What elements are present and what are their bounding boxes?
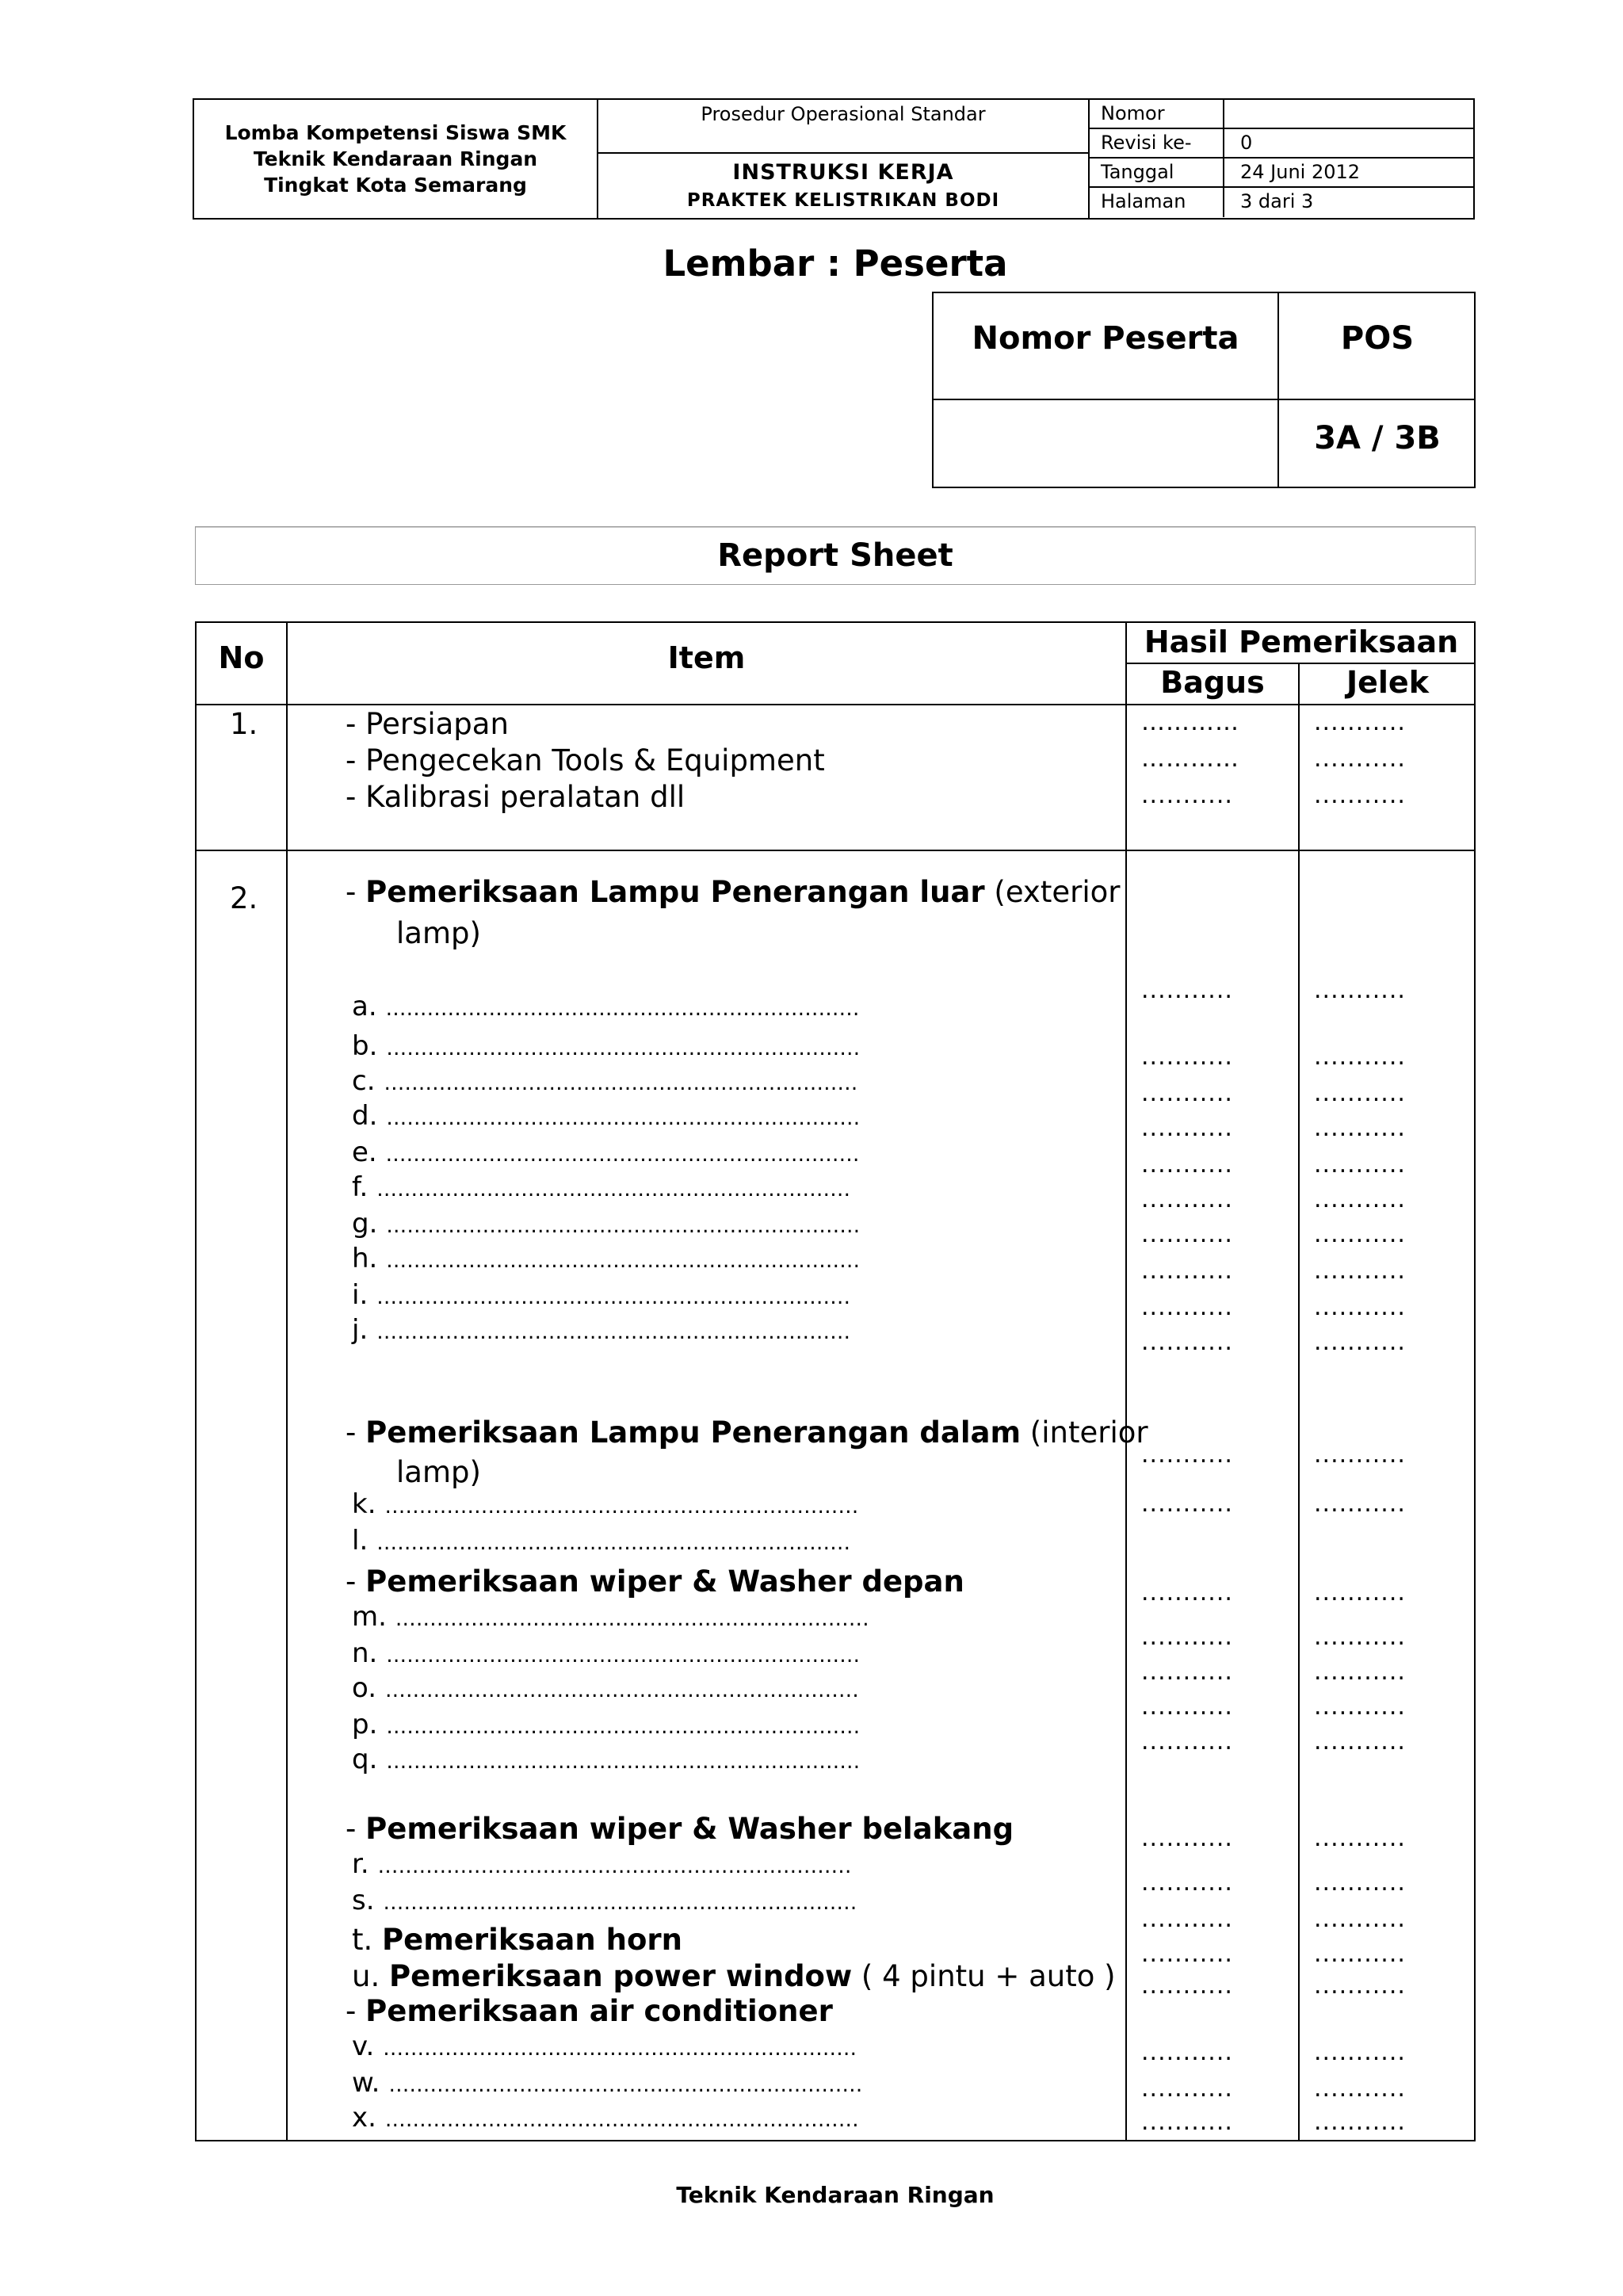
bagus-check-field[interactable]: ........... (1141, 1079, 1233, 1107)
bagus-check-field[interactable]: ........... (1141, 1623, 1233, 1651)
fill-in-dots: …………………………………………………………… (386, 1214, 861, 1238)
fill-in-line[interactable] (352, 1709, 860, 1740)
fill-in-dots: …………………………………………………………… (385, 997, 860, 1021)
bagus-check-field[interactable]: ........... (1141, 1693, 1233, 1721)
fill-in-dots: …………………………………………………………… (386, 1750, 861, 1774)
fill-in-letter: m. (352, 1601, 395, 1633)
bagus-check-field[interactable]: ………… (1141, 745, 1239, 773)
fill-in-letter: b. (352, 1030, 387, 1062)
fill-in-dots: …………………………………………………………… (376, 1286, 851, 1309)
bagus-check-field[interactable]: ........... (1141, 1186, 1233, 1213)
meta-row-tanggal (1090, 159, 1473, 188)
fill-in-dots: …………………………………………………………… (383, 1891, 857, 1915)
fill-in-line[interactable] (352, 991, 859, 1022)
doc-title: INSTRUKSI KERJA (732, 160, 954, 185)
jelek-check-field[interactable]: ........... (1314, 1869, 1406, 1897)
section-heading: - Pemeriksaan Lampu Penerangan dalam (interior (346, 1415, 1148, 1450)
fill-in-line[interactable] (352, 1885, 857, 1916)
fill-in-dots: …………………………………………………………… (386, 1249, 861, 1273)
bagus-check-field[interactable]: ........... (1141, 1940, 1233, 1968)
fill-in-letter: h. (352, 1243, 387, 1274)
meta-row-nomor (1090, 100, 1473, 129)
fill-in-line[interactable] (352, 2030, 857, 2062)
fill-in-dots: …………………………………………………………… (383, 2037, 857, 2061)
doc-subtitle: PRAKTEK KELISTRIKAN BODI (686, 190, 1000, 211)
fill-in-letter: w. (352, 2067, 389, 2099)
jelek-check-field[interactable]: ........... (1314, 1623, 1406, 1651)
jelek-check-field[interactable]: ........... (1314, 1940, 1406, 1968)
meta-key: Halaman (1090, 188, 1224, 217)
fill-in-dots: …………………………………………………………… (384, 1495, 859, 1519)
bagus-check-field[interactable]: ........... (1141, 2108, 1233, 2136)
col-jelek-header: Jelek (1346, 665, 1429, 700)
jelek-check-field[interactable]: ........... (1314, 1658, 1406, 1686)
fill-in-line[interactable] (352, 1137, 860, 1168)
fill-in-line[interactable] (352, 1208, 860, 1240)
bagus-check-field[interactable]: ........... (1141, 1658, 1233, 1686)
section-heading: - Pemeriksaan wiper & Washer depan (346, 1564, 964, 1599)
section-heading: - Pemeriksaan Lampu Penerangan luar (exterior (346, 875, 1121, 909)
jelek-check-field[interactable]: ........... (1314, 1151, 1406, 1179)
fill-in-line[interactable] (352, 1525, 850, 1557)
jelek-check-field[interactable]: ........... (1314, 781, 1406, 809)
report-sheet-title: Report Sheet (195, 526, 1476, 585)
document-meta (1090, 100, 1473, 218)
jelek-check-field[interactable]: ........... (1314, 1693, 1406, 1721)
section-heading: - Pemeriksaan air conditioner (346, 1994, 833, 2028)
fill-in-line[interactable] (352, 1314, 850, 1346)
organizer-line-3: Tingkat Kota Semarang (264, 174, 527, 197)
jelek-check-field[interactable]: ........... (1314, 709, 1406, 736)
fill-in-dots: …………………………………………………………… (388, 2073, 863, 2097)
jelek-check-field[interactable]: ........... (1314, 1490, 1406, 1518)
organizer-line-2: Teknik Kendaraan Ringan (253, 147, 538, 170)
jelek-check-field[interactable]: ........... (1314, 2075, 1406, 2103)
page-title: Lembar : Peserta (663, 243, 1008, 285)
fill-in-dots: …………………………………………………………… (376, 1178, 851, 1201)
fill-in-letter: x. (352, 2102, 385, 2134)
bagus-check-field[interactable]: ………… (1141, 709, 1239, 736)
bagus-check-field[interactable]: ........... (1141, 781, 1233, 809)
fill-in-dots: …………………………………………………………… (386, 1106, 861, 1130)
jelek-check-field[interactable]: ........... (1314, 1293, 1406, 1321)
row-number: 1. (230, 707, 258, 741)
jelek-check-field[interactable]: ........... (1314, 1186, 1406, 1213)
jelek-check-field[interactable]: ........... (1314, 1328, 1406, 1356)
bagus-check-field[interactable]: ........... (1141, 2038, 1233, 2066)
fill-in-letter: i. (352, 1279, 377, 1311)
fill-in-letter: j. (352, 1314, 377, 1346)
bagus-check-field[interactable]: ........... (1141, 1728, 1233, 1755)
fill-in-letter: r. (352, 1848, 378, 1880)
bagus-check-field[interactable]: ........... (1141, 1221, 1233, 1248)
jelek-check-field[interactable]: ........... (1314, 1972, 1406, 2000)
fill-in-letter: v. (352, 2030, 384, 2062)
footer: Teknik Kendaraan Ringan (676, 2182, 995, 2208)
fill-in-letter: f. (352, 1171, 377, 1203)
bagus-check-field[interactable]: ........... (1141, 1441, 1233, 1469)
meta-value: 3 dari 3 (1240, 190, 1314, 212)
fill-in-dots: …………………………………………………………… (386, 1644, 861, 1668)
fill-in-line[interactable] (352, 1601, 869, 1633)
fill-in-dots: …………………………………………………………… (384, 2108, 859, 2132)
bagus-check-field[interactable]: ........... (1141, 1490, 1233, 1518)
fill-in-dots: …………………………………………………………… (386, 1037, 861, 1060)
meta-value: 24 Juni 2012 (1240, 161, 1361, 183)
jelek-check-field[interactable]: ........... (1314, 1043, 1406, 1071)
fill-in-line[interactable] (352, 1744, 860, 1775)
meta-value: 0 (1240, 132, 1253, 154)
meta-key: Revisi ke- (1090, 129, 1224, 157)
document-title-block (598, 100, 1090, 218)
bagus-check-field[interactable]: ........... (1141, 1151, 1233, 1179)
bagus-check-field[interactable]: ........... (1141, 1293, 1233, 1321)
fill-in-dots: …………………………………………………………… (386, 1715, 861, 1739)
jelek-check-field[interactable]: ........... (1314, 1905, 1406, 1933)
fill-in-dots: …………………………………………………………… (384, 1072, 858, 1095)
fill-in-dots: …………………………………………………………… (376, 1320, 851, 1344)
fill-in-letter: a. (352, 991, 386, 1022)
jelek-check-field[interactable]: ........... (1314, 1824, 1406, 1852)
fill-in-line[interactable] (352, 2067, 862, 2099)
row-number: 2. (230, 881, 258, 915)
pos-value: 3A / 3B (1314, 420, 1441, 457)
fill-in-line[interactable] (352, 1100, 860, 1132)
fill-in-letter: p. (352, 1709, 387, 1740)
bagus-check-field[interactable]: ........... (1141, 1328, 1233, 1356)
fill-in-letter: s. (352, 1885, 384, 1916)
fill-in-line[interactable] (352, 1065, 857, 1097)
participant-number-label: Nomor Peserta (972, 320, 1239, 357)
fill-in-dots: …………………………………………………………… (384, 1679, 859, 1702)
organizer-block (194, 100, 598, 218)
fill-in-line[interactable] (352, 1848, 851, 1880)
fill-in-letter: g. (352, 1208, 387, 1240)
jelek-check-field[interactable]: ........... (1314, 2038, 1406, 2066)
fill-in-line[interactable] (352, 1637, 860, 1669)
fill-in-letter: n. (352, 1637, 387, 1669)
meta-row-halaman (1090, 188, 1473, 217)
list-item: - Kalibrasi peralatan dll (346, 780, 685, 814)
list-item-horn: t. Pemeriksaan horn (352, 1923, 682, 1957)
bagus-check-field[interactable]: ........... (1141, 1043, 1233, 1071)
jelek-check-field[interactable]: ........... (1314, 1579, 1406, 1606)
fill-in-line[interactable] (352, 1279, 850, 1311)
pos-label: POS (1340, 320, 1415, 357)
col-bagus-header: Bagus (1160, 665, 1265, 700)
fill-in-line[interactable] (352, 1243, 860, 1274)
report-table (195, 621, 1476, 2141)
fill-in-line[interactable] (352, 1171, 850, 1203)
fill-in-letter: q. (352, 1744, 387, 1775)
jelek-check-field[interactable]: ........... (1314, 2108, 1406, 2136)
jelek-check-field[interactable]: ........... (1314, 745, 1406, 773)
jelek-check-field[interactable]: ........... (1314, 1257, 1406, 1285)
organizer-line-1: Lomba Kompetensi Siswa SMK (224, 121, 567, 144)
fill-in-dots: …………………………………………………………… (385, 1143, 860, 1167)
fill-in-letter: k. (352, 1488, 385, 1520)
fill-in-letter: e. (352, 1137, 386, 1168)
fill-in-letter: c. (352, 1065, 384, 1097)
bagus-check-field[interactable]: ........... (1141, 1114, 1233, 1142)
document-header (193, 98, 1475, 220)
bagus-check-field[interactable]: ........... (1141, 1257, 1233, 1285)
meta-key: Nomor (1090, 100, 1224, 128)
col-item-header: Item (667, 640, 746, 675)
jelek-check-field[interactable]: ........... (1314, 1114, 1406, 1142)
section-heading-wrap: lamp) (396, 916, 481, 950)
list-item: - Pengecekan Tools & Equipment (346, 743, 825, 777)
fill-in-dots: …………………………………………………………… (377, 1855, 852, 1878)
bagus-check-field[interactable]: ........... (1141, 1905, 1233, 1933)
bagus-check-field[interactable]: ........... (1141, 1579, 1233, 1606)
sop-label: Prosedur Operasional Standar (598, 100, 1088, 154)
jelek-check-field[interactable]: ........... (1314, 1441, 1406, 1469)
list-item: - Persiapan (346, 707, 509, 741)
jelek-check-field[interactable]: ........... (1314, 1079, 1406, 1107)
bagus-check-field[interactable]: ........... (1141, 1972, 1233, 2000)
jelek-check-field[interactable]: ........... (1314, 1728, 1406, 1755)
list-item-power-window: u. Pemeriksaan power window ( 4 pintu + auto ) (352, 1959, 1116, 1993)
fill-in-dots: …………………………………………………………… (395, 1607, 869, 1631)
meta-key: Tanggal (1090, 159, 1224, 186)
fill-in-dots: …………………………………………………………… (376, 1531, 851, 1555)
fill-in-letter: d. (352, 1100, 387, 1132)
bagus-check-field[interactable]: ........... (1141, 1869, 1233, 1897)
meta-row-revisi (1090, 129, 1473, 159)
section-heading-wrap: lamp) (396, 1455, 481, 1489)
fill-in-line[interactable] (352, 2102, 859, 2134)
fill-in-line[interactable] (352, 1488, 858, 1520)
col-no-header: No (218, 640, 265, 675)
meta-value (1226, 100, 1472, 128)
fill-in-letter: o. (352, 1672, 385, 1704)
participant-box (932, 292, 1476, 488)
fill-in-line[interactable] (352, 1030, 860, 1062)
jelek-check-field[interactable]: ........... (1314, 1221, 1406, 1248)
fill-in-letter: l. (352, 1525, 377, 1557)
bagus-check-field[interactable]: ........... (1141, 2075, 1233, 2103)
jelek-check-field[interactable]: ........... (1314, 976, 1406, 1004)
bagus-check-field[interactable]: ........... (1141, 976, 1233, 1004)
fill-in-line[interactable] (352, 1672, 859, 1704)
col-hasil-header: Hasil Pemeriksaan (1144, 625, 1459, 659)
section-heading: - Pemeriksaan wiper & Washer belakang (346, 1812, 1014, 1846)
bagus-check-field[interactable]: ........... (1141, 1824, 1233, 1852)
